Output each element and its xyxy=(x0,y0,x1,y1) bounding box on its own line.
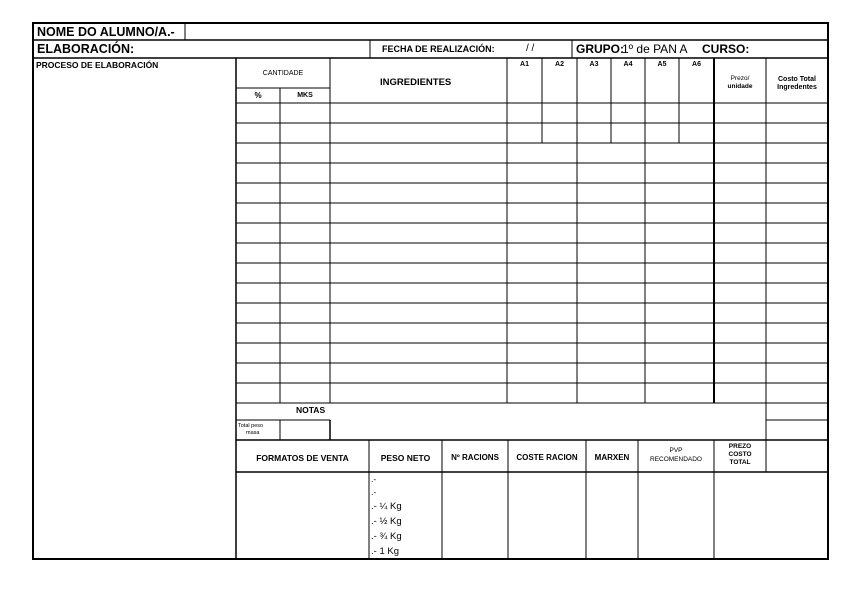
sample-a4: A4 xyxy=(623,61,633,68)
sample-a3: A3 xyxy=(589,61,599,68)
notes-label: NOTAS xyxy=(296,405,326,415)
process-area[interactable] xyxy=(34,72,234,558)
weight-item: .- ¼ Kg xyxy=(371,501,402,512)
price-cost-line3: TOTAL xyxy=(729,459,751,466)
student-name-field[interactable] xyxy=(187,24,827,39)
sample-a5: A5 xyxy=(657,61,667,68)
course-label: CURSO: xyxy=(702,42,750,56)
group-label: GRUPO: xyxy=(576,42,624,56)
total-weight-line1: Total peso xyxy=(238,423,264,429)
weight-item: .- ½ Kg xyxy=(371,516,402,527)
price-cost-line2: COSTO xyxy=(728,451,752,458)
sample-a1: A1 xyxy=(520,61,529,68)
unit-price-line1: Prezo/ xyxy=(730,75,750,82)
unit-price-line2: unidade xyxy=(727,83,753,90)
group-value: 1º de PAN A xyxy=(622,42,688,56)
process-label: PROCESO DE ELABORACIÓN xyxy=(36,60,159,70)
quantity-label: CANTIDADE xyxy=(262,70,304,77)
total-weight-line2: masa xyxy=(246,430,260,436)
elaboration-label: ELABORACIÓN: xyxy=(37,42,135,56)
rations-label: Nº RACIONS xyxy=(451,453,499,462)
pvp-line2: RECOMENDADO xyxy=(649,456,702,463)
ingredients-label: INGREDIENTES xyxy=(380,77,452,88)
net-weight-label: PESO NETO xyxy=(380,453,431,463)
sample-a2: A2 xyxy=(555,61,564,68)
weight-item: .- xyxy=(371,487,377,497)
weight-item: .- xyxy=(371,474,377,484)
date-label: FECHA DE REALIZACIÓN: xyxy=(382,44,495,54)
pvp-line1: PVP xyxy=(669,447,683,454)
price-cost-line1: PREZO xyxy=(728,443,752,450)
ration-cost-label: COSTE RACION xyxy=(516,453,578,462)
elaboration-field[interactable] xyxy=(140,41,368,57)
sample-a6: A6 xyxy=(692,61,701,68)
weight-item: .- ¾ Kg xyxy=(371,531,402,542)
weight-item: .- 1 Kg xyxy=(371,546,399,557)
date-field[interactable]: / / xyxy=(526,43,535,54)
total-cost-line1: Costo Total xyxy=(778,76,816,83)
formats-label: FORMATOS DE VENTA xyxy=(256,453,349,463)
mks-label: MKS xyxy=(297,92,313,99)
percent-label: % xyxy=(254,91,262,100)
total-cost-line2: Ingredentes xyxy=(777,84,817,91)
student-name-label: NOME DO ALUMNO/A.- xyxy=(37,25,175,39)
margin-label: MARXEN xyxy=(594,453,630,462)
